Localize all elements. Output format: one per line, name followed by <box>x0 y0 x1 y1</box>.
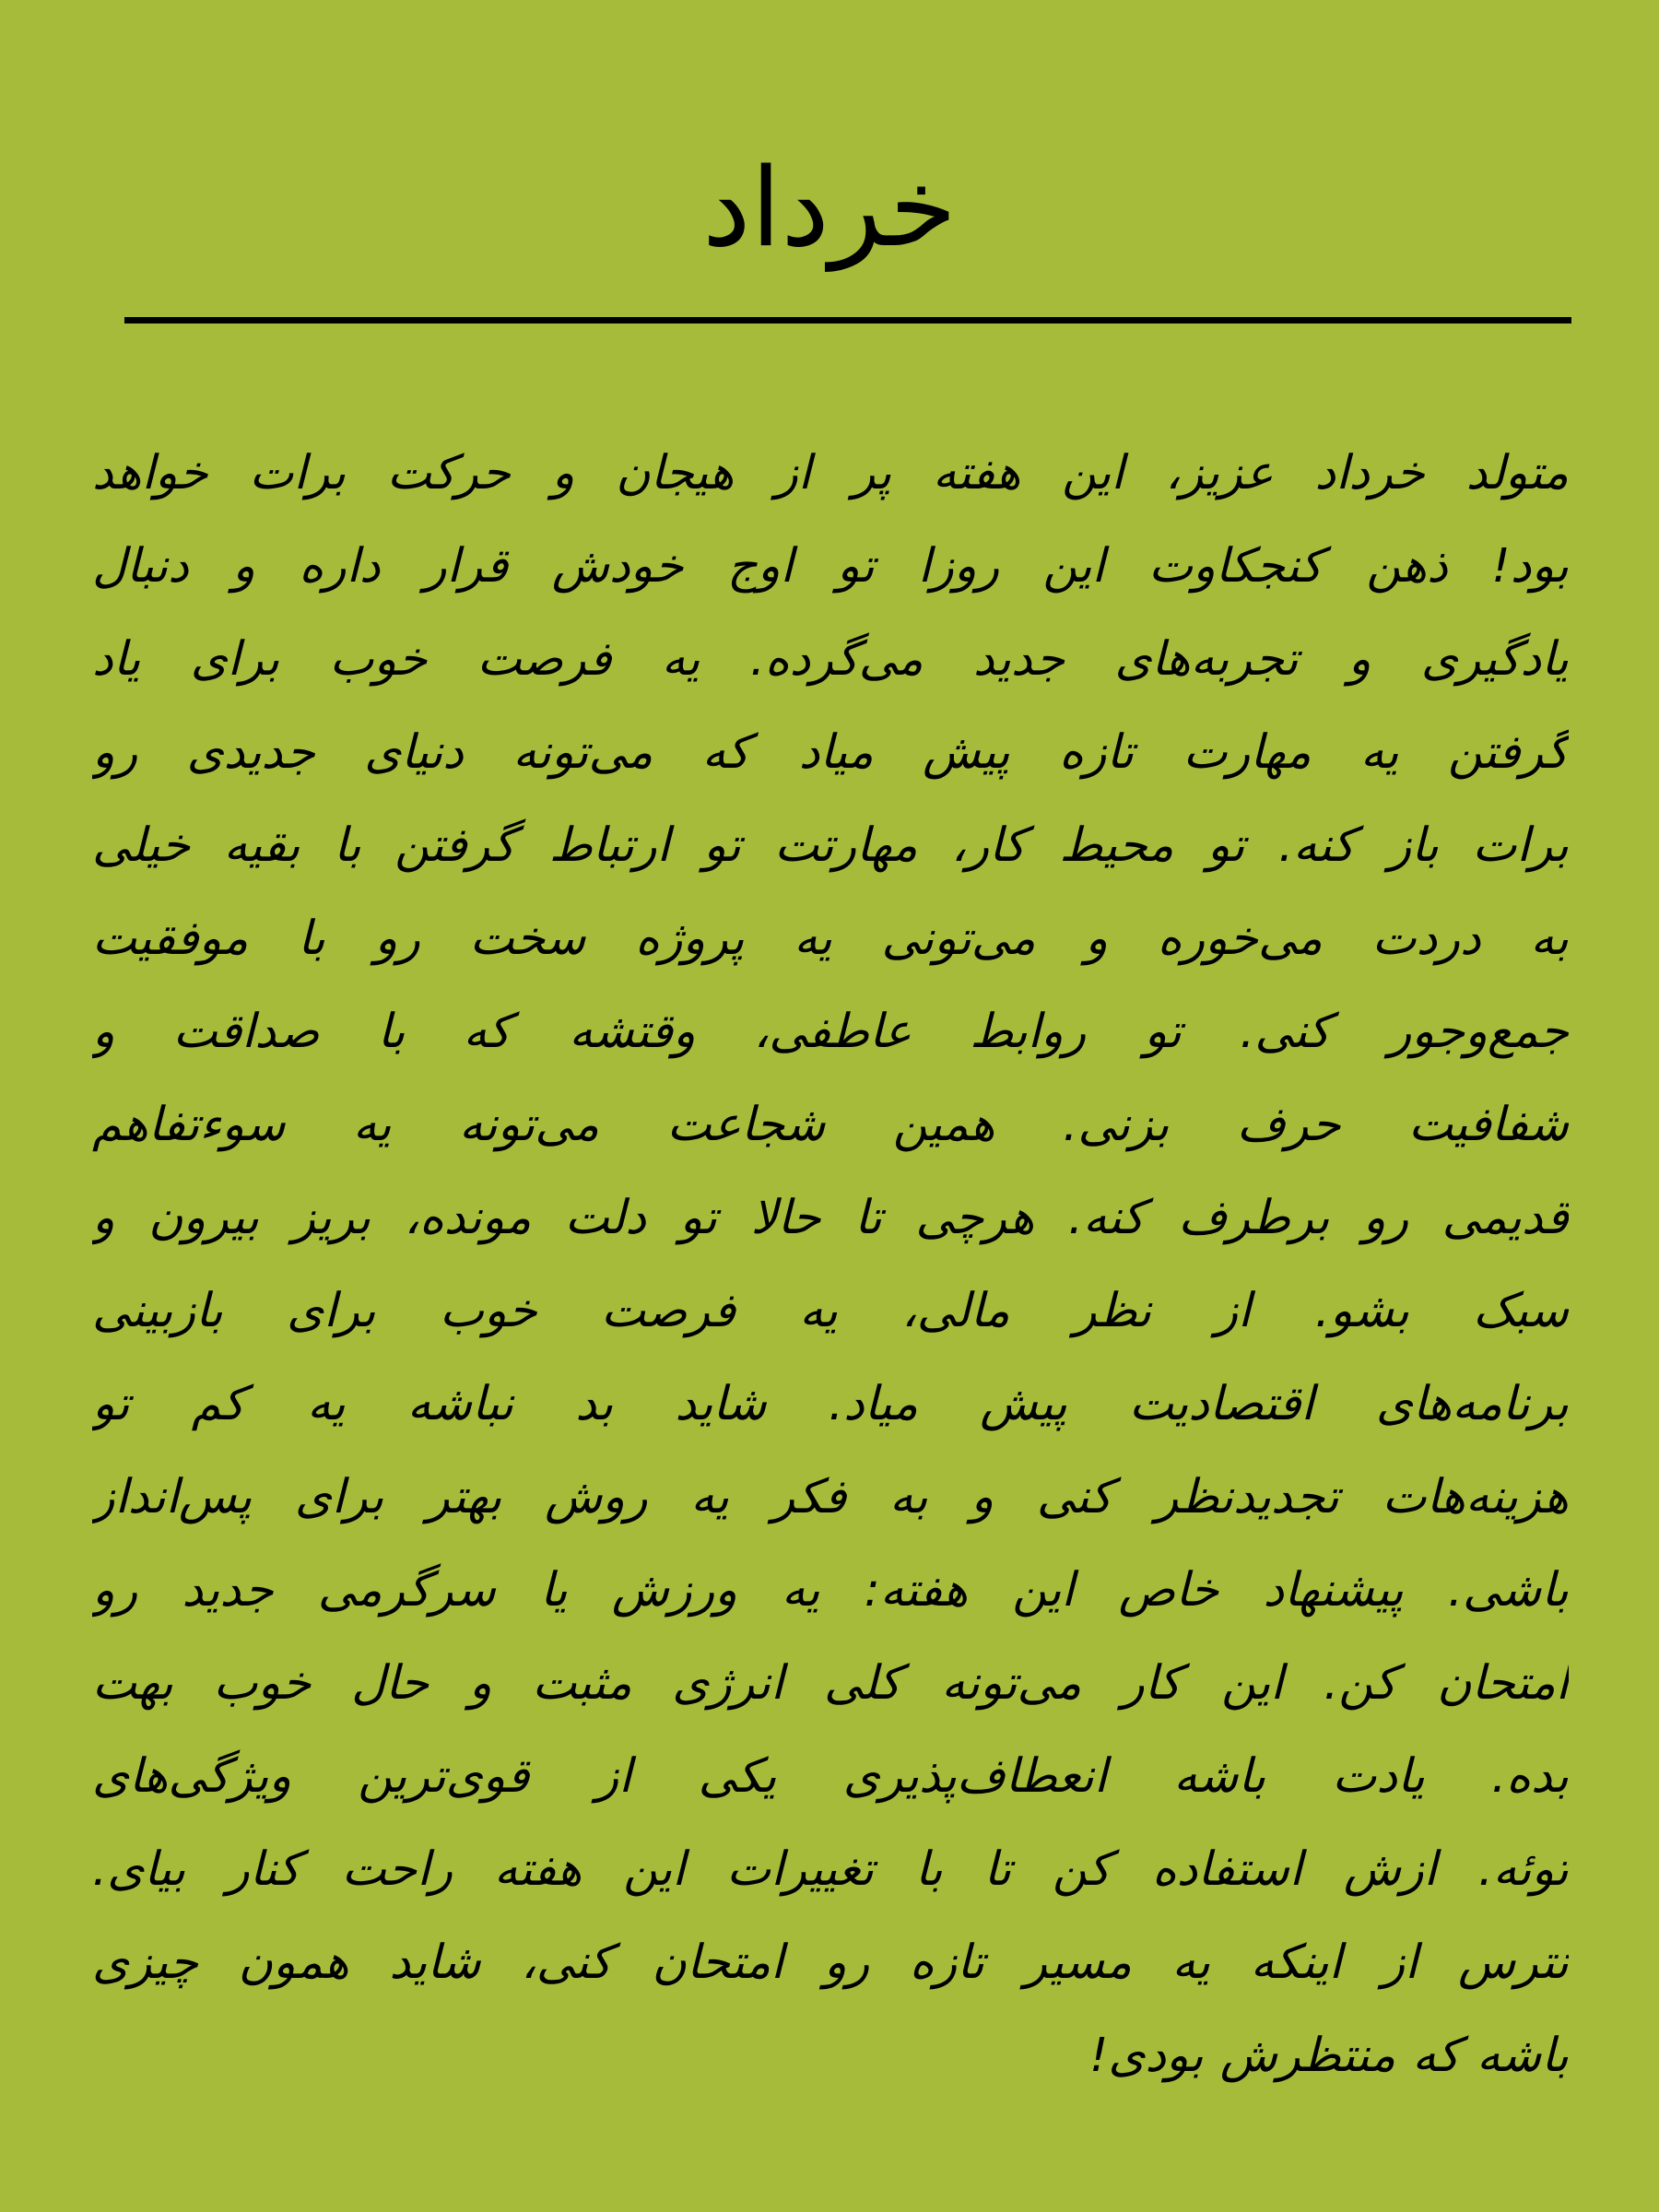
text-line: جمع‌وجور کنی. تو روابط عاطفی، وقتشه که با صداقت و <box>92 1005 1569 1059</box>
text-line: یادگیری و تجربه‌های جدید می‌گرده. یه فرصت خوب برای یاد <box>92 632 1569 687</box>
text-line: بده. یادت باشه انعطاف‌پذیری یکی از قوی‌ترین ویژگی‌های <box>92 1749 1569 1804</box>
text-line: گرفتن یه مهارت تازه پیش میاد که می‌تونه دنیای جدیدی رو <box>92 725 1569 780</box>
horoscope-text <box>92 427 1569 2102</box>
text-line: برات باز کنه. تو محیط کار، مهارتت تو ارتباط گرفتن با بقیه خیلی <box>92 818 1569 873</box>
text-line: باشی. پیشنهاد خاص این هفته: یه ورزش یا سرگرمی جدید رو <box>92 1563 1569 1618</box>
text-line: سبک بشو. از نظر مالی، یه فرصت خوب برای بازبینی <box>92 1284 1569 1338</box>
page-title: خرداد <box>702 144 957 271</box>
text-line: برنامه‌های اقتصادیت پیش میاد. شاید بد نباشه یه کم تو <box>92 1377 1569 1431</box>
text-line: شفافیت حرف بزنی. همین شجاعت می‌تونه یه سوءتفاهم <box>92 1098 1569 1152</box>
text-line: قدیمی رو برطرف کنه. هرچی تا حالا تو دلت مونده، بریز بیرون و <box>92 1191 1569 1245</box>
text-line: امتحان کن. این کار می‌تونه کلی انرژی مثبت و حال خوب بهت <box>92 1656 1569 1711</box>
text-line: به دردت می‌خوره و می‌تونی یه پروژه سخت رو با موفقیت <box>92 912 1569 966</box>
text-line: هزینه‌هات تجدیدنظر کنی و به فکر یه روش بهتر برای پس‌انداز <box>92 1470 1569 1524</box>
text-line: متولد خرداد عزیز، این هفته پر از هیجان و حرکت برات خواهد <box>92 446 1569 500</box>
text-line: نترس از اینکه یه مسیر تازه رو امتحان کنی، شاید همون چیزی <box>92 1936 1569 1990</box>
title-divider <box>124 317 1571 324</box>
text-line: بود! ذهن کنجکاوت این روزا تو اوج خودش قرار داره و دنبال <box>92 539 1569 594</box>
text-line: باشه که منتظرش بودی! <box>1088 2029 1569 2083</box>
text-line: توئه. ازش استفاده کن تا با تغییرات این هفته راحت کنار بیای. <box>92 1842 1569 1897</box>
